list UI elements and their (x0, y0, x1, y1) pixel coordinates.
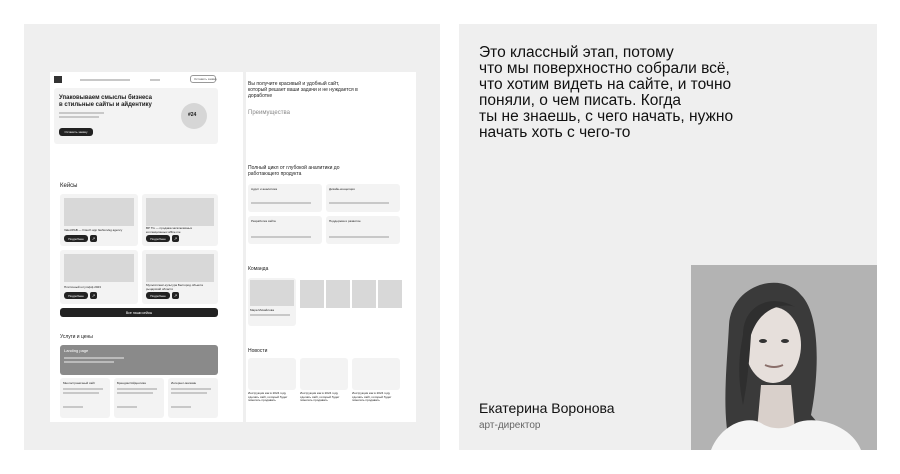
mockup-hero-badge: #24 (181, 103, 207, 129)
mockup-news-image (300, 358, 348, 390)
mockup-header-button: Оставить заявку (190, 75, 216, 83)
mockup-sheet-secondary (246, 72, 416, 422)
mockup-news-title-item: Инструкция как в 2024 году сделать сайт, который будет помогать продавать (352, 391, 392, 402)
mockup-cycle-card: Разработка сайта (248, 216, 322, 244)
mockup-team-title: Команда (248, 266, 269, 272)
mockup-case-card: BP TG — продажа эксклюзивных коллекционных affine.me Подробнее ↗ (142, 194, 218, 246)
mockup-benefits-intro: Вы получите красивый и удобный сайт, который решает ваши задачи и не нуждается в доработке (248, 81, 358, 99)
mockup-benefits-title: Преимущества (248, 110, 290, 116)
mockup-team-photo (378, 280, 402, 308)
mockup-hero (54, 88, 218, 144)
mockup-hero-button: Оставить заявку (59, 128, 93, 136)
mockup-panel (24, 24, 440, 450)
mockup-nav-lang (150, 79, 160, 81)
mockup-team-photo (352, 280, 376, 308)
mockup-cycle-card: Поддержка и развитие (326, 216, 400, 244)
mockup-services-title: Услуги и цены (60, 334, 93, 340)
mockup-news-image (248, 358, 296, 390)
mockup-case-card: Мультиплекс-культура Белгород объекта рыцарский области Подробнее ↗ (142, 250, 218, 304)
mockup-team-card: Мара Михайлова (248, 278, 296, 326)
quote-text: Это классный этап, потому что мы поверхностно собрали всё, что хотим видеть на сайте, и точно поняли, о чем писать. Когда ты не знаешь, с чего начать, нужно начать хоть с чего-то (479, 44, 734, 141)
mockup-news-title-item: Инструкция как в 2024 году сделать сайт, который будет помогать продавать (248, 391, 288, 402)
arrow-icon: ↗ (173, 293, 178, 298)
mockup-cases-title: Кейсы (60, 183, 78, 189)
author-role: арт-директор (479, 420, 541, 431)
arrow-icon: ↗ (173, 236, 178, 241)
arrow-icon: ↗ (91, 293, 96, 298)
mockup-team-photo (300, 280, 324, 308)
mockup-service-card: Интернет-магазин (168, 378, 218, 418)
mockup-service-main: Landing page (60, 345, 218, 375)
mockup-case-card: ValeUPAB — fintech app fashion/ag agency Подробнее ↗ (60, 194, 138, 246)
quote-card (459, 24, 877, 450)
author-name: Екатерина Воронова (479, 400, 615, 416)
mockup-team-photo (326, 280, 350, 308)
mockup-sheet-main (50, 72, 243, 422)
mockup-more-cases-button: Все наши кейсы (60, 308, 218, 317)
mockup-cycle-title: Полный цикл от глубокой аналитики до работающего продукта (248, 165, 340, 177)
mockup-cycle-card: Дизайн-концепция (326, 184, 400, 212)
portrait-illustration (691, 265, 877, 450)
mockup-case-card: Плиточный штугофф 2023 Подробнее ↗ (60, 250, 138, 304)
author-photo (691, 265, 877, 450)
mockup-nav (80, 79, 130, 81)
mockup-hero-title: Упаковываем смыслы бизнеса в стильные сайты и айдентику (59, 95, 153, 108)
mockup-service-card: Многостраничный сайт (60, 378, 110, 418)
mockup-news-image (352, 358, 400, 390)
mockup-cycle-card: Аудит и аналитика (248, 184, 322, 212)
mockup-news-title: Новости (248, 348, 268, 354)
logo-icon (54, 76, 62, 83)
mockup-news-title-item: Инструкция как в 2024 году сделать сайт, который будет помогать продавать (300, 391, 340, 402)
mockup-service-card: Брендинг/Айдентика (114, 378, 164, 418)
arrow-icon: ↗ (91, 236, 96, 241)
